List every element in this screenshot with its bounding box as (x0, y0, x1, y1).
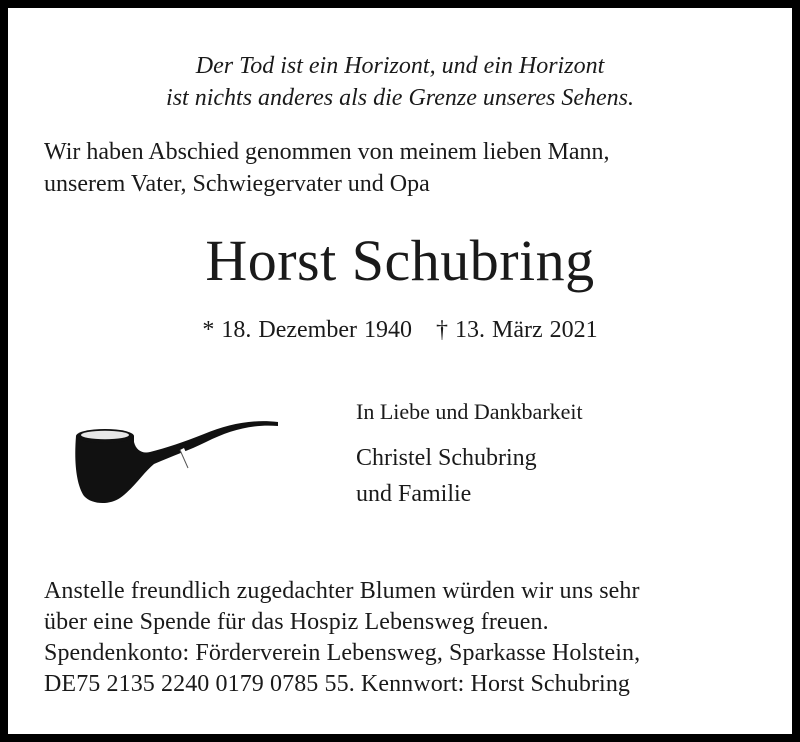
intro-line-1: Wir haben Abschied genommen von meinem lieben Mann, (44, 139, 610, 165)
life-dates (8, 314, 792, 346)
tobacco-pipe-icon (62, 406, 280, 506)
signature-block (356, 396, 583, 512)
intro-line-2: unserem Vater, Schwiegervater und Opa (44, 171, 430, 197)
signer-family: und Familie (356, 481, 472, 507)
intro-text (44, 136, 610, 200)
note-line-2: über eine Spende für das Hospiz Lebensweg freuen. (44, 609, 549, 635)
note-line-4: DE75 2135 2240 0179 0785 55. Kennwort: Horst Schubring (44, 671, 631, 697)
signer-name: Christel Schubring (356, 445, 537, 471)
birth-date: * 18. Dezember 1940 (202, 317, 412, 343)
donation-note (44, 576, 640, 700)
death-date: † 13. März 2021 (435, 317, 598, 343)
note-line-1: Anstelle freundlich zugedachter Blumen würden wir uns sehr (44, 578, 640, 604)
note-line-3: Spendenkonto: Förderverein Lebensweg, Sparkasse Holstein, (44, 640, 641, 666)
obituary-frame (8, 8, 792, 734)
quote-line-2: ist nichts anderes als die Grenze unseres Sehens. (166, 85, 634, 111)
thanks-line: In Liebe und Dankbarkeit (356, 399, 583, 424)
quote (8, 50, 792, 114)
deceased-name: Horst Schubring (205, 228, 595, 293)
quote-line-1: Der Tod ist ein Horizont, und ein Horizont (195, 53, 605, 79)
